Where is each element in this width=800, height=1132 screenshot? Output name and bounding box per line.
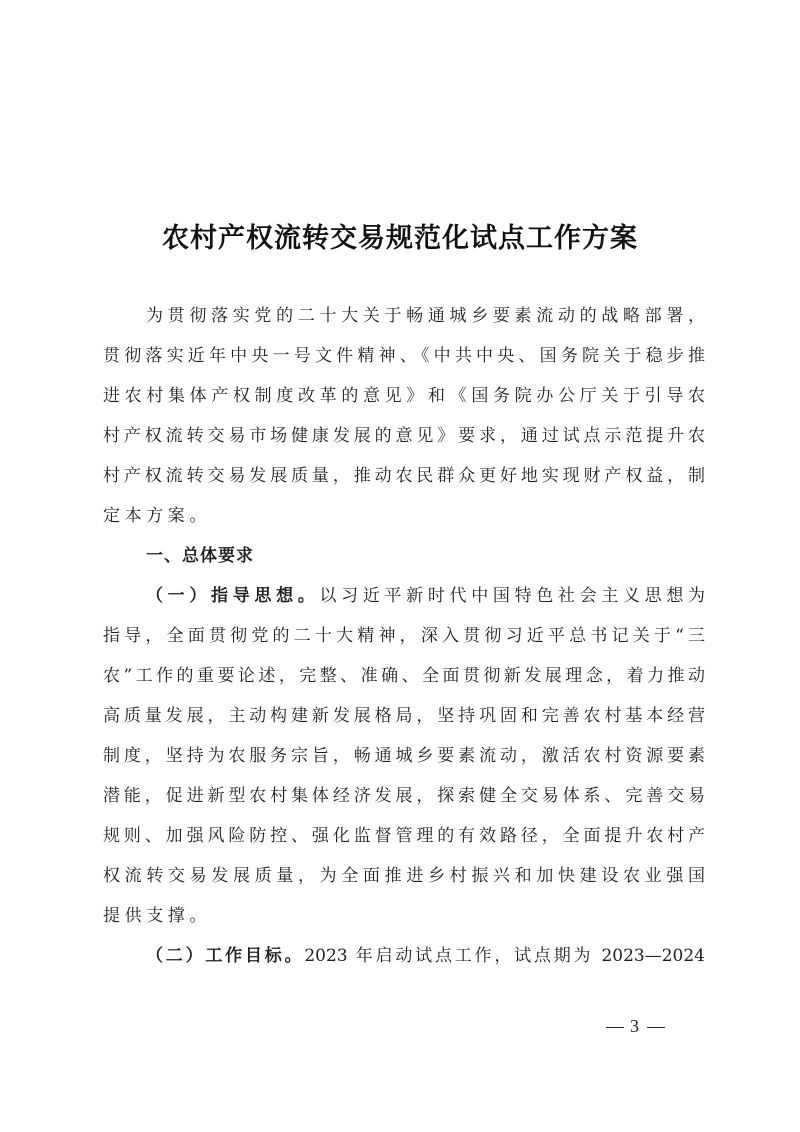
dash-right bbox=[647, 1027, 665, 1028]
intro-line-6: 定本方案。 bbox=[103, 506, 211, 526]
section-heading-overall-requirements: 一、总体要求 bbox=[146, 546, 254, 566]
intro-line-4: 村产权流转交易市场健康发展的意见》要求，通过试点示范提升农 bbox=[103, 426, 705, 446]
guiding-line-2: 指导，全面贯彻党的二十大精神，深入贯彻习近平总书记关于“三 bbox=[103, 626, 705, 646]
guiding-line-1 bbox=[103, 576, 705, 616]
guiding-line-6: 潜能，促进新型农村集体经济发展，探索健全交易体系、完善交易 bbox=[103, 786, 705, 806]
goals-lead: （二）工作目标。 bbox=[146, 946, 305, 966]
intro-line-3: 进农村集体产权制度改革的意见》和《国务院办公厅关于引导农 bbox=[103, 386, 705, 406]
dash-left bbox=[606, 1027, 624, 1028]
goals-line-1-text: 2023 年启动试点工作，试点期为 2023—2024 bbox=[304, 946, 705, 966]
goals-line-1 bbox=[103, 936, 705, 976]
guiding-line-5: 制度，坚持为农服务宗旨，畅通城乡要素流动，激活农村资源要素 bbox=[103, 746, 705, 766]
page-number-value: 3 bbox=[630, 1016, 641, 1036]
intro-line-1: 为贯彻落实党的二十大关于畅通城乡要素流动的战略部署， bbox=[146, 306, 705, 326]
document-body bbox=[103, 296, 705, 976]
guiding-line-9: 提供支撑。 bbox=[103, 906, 211, 926]
guiding-line-8: 权流转交易发展质量，为全面推进乡村振兴和加快建设农业强国 bbox=[103, 866, 705, 886]
intro-line-5: 村产权流转交易发展质量，推动农民群众更好地实现财产权益，制 bbox=[103, 466, 705, 486]
intro-line-2: 贯彻落实近年中央一号文件精神、《中共中央、国务院关于稳步推 bbox=[103, 346, 705, 366]
guiding-line-4: 高质量发展，主动构建新发展格局，坚持巩固和完善农村基本经营 bbox=[103, 706, 705, 726]
guiding-line-3: 农”工作的重要论述，完整、准确、全面贯彻新发展理念，着力推动 bbox=[103, 666, 705, 686]
guiding-line-7: 规则、加强风险防控、强化监督管理的有效路径，全面提升农村产 bbox=[103, 826, 705, 846]
page-number bbox=[600, 1016, 671, 1037]
guiding-line-1-text: 以习近平新时代中国特色社会主义思想为 bbox=[319, 586, 706, 606]
guiding-lead: （一）指导思想。 bbox=[146, 586, 320, 606]
document-title: 农村产权流转交易规范化试点工作方案 bbox=[162, 223, 638, 254]
